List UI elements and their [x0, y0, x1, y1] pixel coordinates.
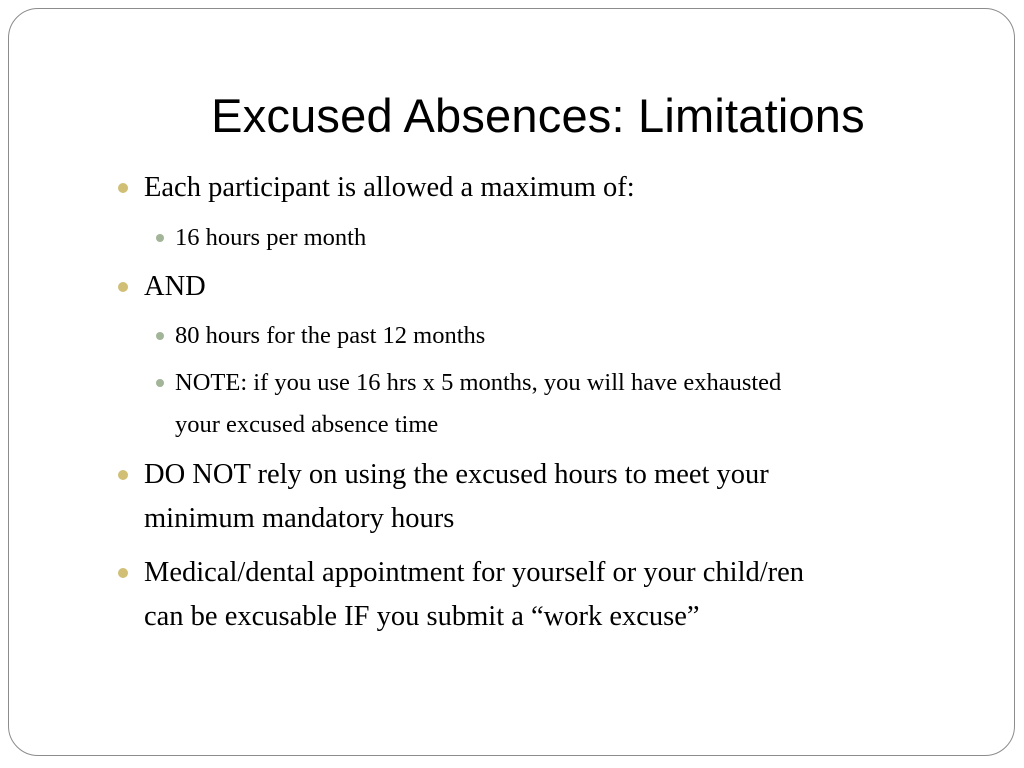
sub-bullet-text-line-2: your excused absence time [175, 411, 439, 438]
bullet-item [144, 265, 206, 309]
bullet-text: AND [144, 271, 206, 302]
bullet-dot-icon [118, 568, 128, 578]
bullet-text-line-2: can be excusable IF you submit a “work excuse” [144, 601, 700, 632]
bullet-text-line-1: DO NOT rely on using the excused hours to meet your [144, 459, 769, 490]
sub-bullet-item [175, 315, 485, 357]
sub-bullet-text: 80 hours for the past 12 months [175, 322, 486, 349]
bullet-dot-icon [118, 470, 128, 480]
bullet-text-line-2: minimum mandatory hours [144, 503, 455, 534]
bullet-item [144, 453, 769, 541]
sub-bullet-dot-icon [156, 332, 164, 340]
bullet-item [144, 551, 804, 639]
sub-bullet-dot-icon [156, 234, 164, 242]
bullet-dot-icon [118, 282, 128, 292]
sub-bullet-dot-icon [156, 379, 164, 387]
bullet-dot-icon [118, 183, 128, 193]
sub-bullet-item [175, 217, 366, 259]
bullet-item [144, 166, 635, 210]
sub-bullet-text-line-1: NOTE: if you use 16 hrs x 5 months, you will have exhausted [175, 369, 782, 396]
sub-bullet-item [175, 362, 781, 446]
sub-bullet-text: 16 hours per month [175, 224, 367, 251]
bullet-text-line-1: Medical/dental appointment for yourself or your child/ren [144, 557, 805, 588]
bullet-text: Each participant is allowed a maximum of: [144, 172, 635, 203]
slide-title: Excused Absences: Limitations [211, 89, 865, 142]
